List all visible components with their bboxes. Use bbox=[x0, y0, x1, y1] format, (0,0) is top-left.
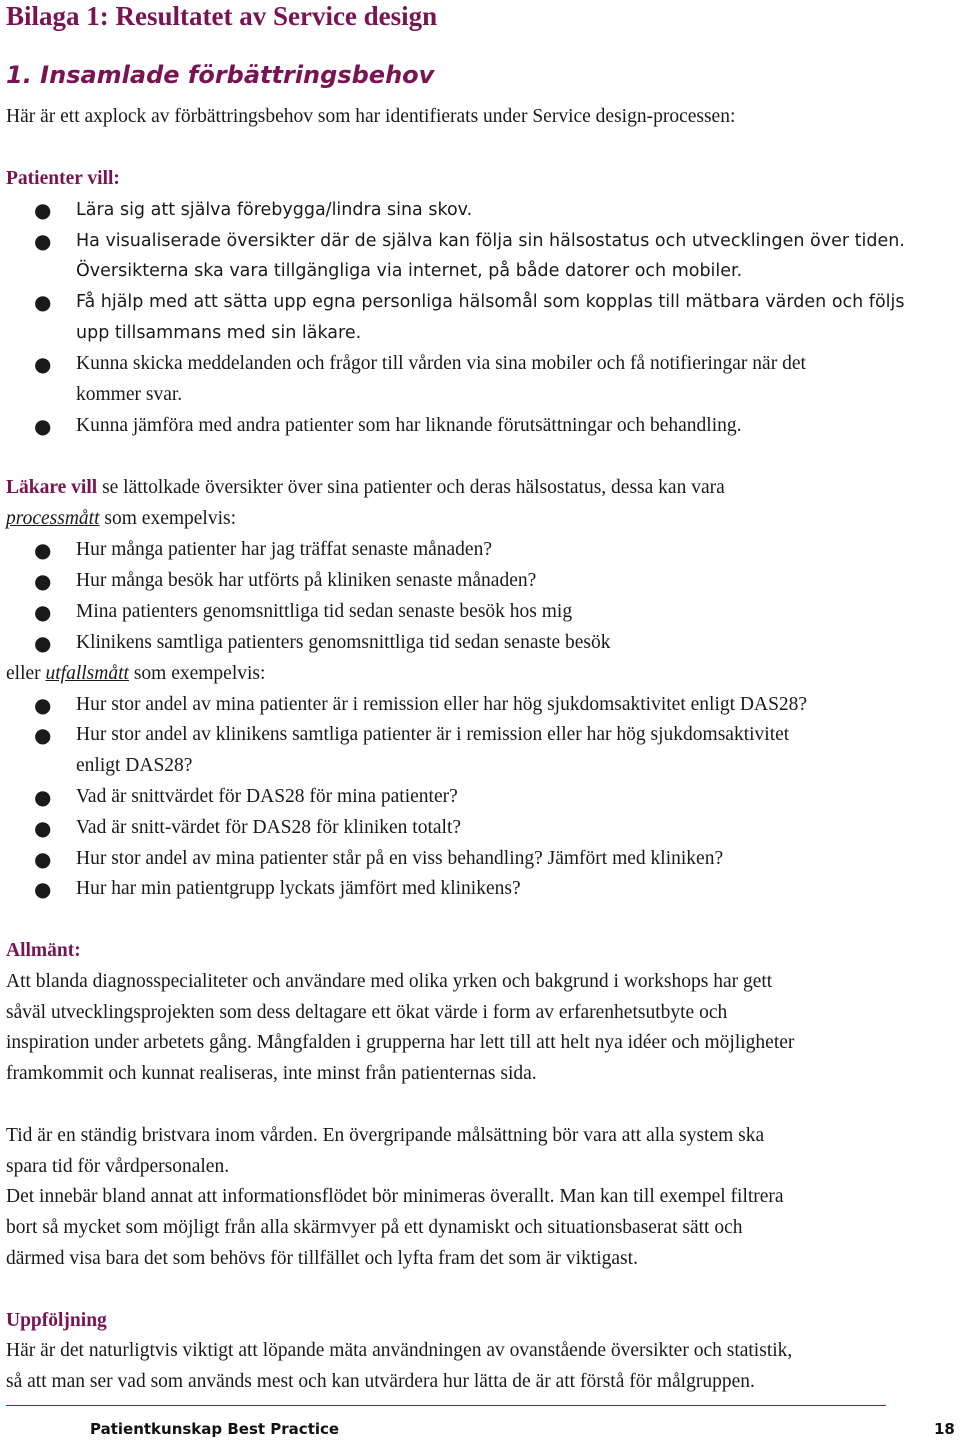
process-measure-term: processmått bbox=[6, 508, 100, 529]
patient-need-item-continuation: Översikterna ska vara tillgängliga via internet, på både datorer och mobiler. bbox=[76, 261, 743, 281]
general-text-line: Att blanda diagnosspecialiteter och användare med olika yrken och bakgrund i workshops har gett bbox=[6, 971, 773, 992]
followup-text-line: Här är det naturligtvis viktigt att löpande mäta användningen av ovanstående översikter och statistik, bbox=[6, 1340, 793, 1361]
bullet-icon: ● bbox=[34, 198, 52, 222]
bullet-icon: ● bbox=[34, 414, 52, 438]
footer-label: Patientkunskap Best Practice bbox=[90, 1420, 340, 1438]
general-text-line: därmed visa bara det som behövs för tillfället och lyfta fram det som är viktigast. bbox=[6, 1248, 638, 1269]
process-measure-intro bbox=[6, 506, 236, 532]
bullet-icon: ● bbox=[34, 631, 52, 655]
general-text-line: bort så mycket som möjligt från alla skärmvyer på ett dynamiskt och situationsbaserat sätt och bbox=[6, 1217, 743, 1238]
bullet-icon: ● bbox=[34, 693, 52, 717]
outcome-measure-prefix: eller bbox=[6, 663, 46, 684]
outcome-measure-item: Vad är snitt-värdet för DAS28 för kliniken totalt? bbox=[76, 817, 462, 838]
patient-need-item: Kunna skicka meddelanden och frågor till vården via sina mobiler och få notifieringar när det bbox=[76, 353, 806, 374]
page-number: 18 bbox=[934, 1420, 955, 1438]
section-title: 1. Insamlade förbättringsbehov bbox=[6, 61, 435, 89]
document-title: Bilaga 1: Resultatet av Service design bbox=[6, 1, 438, 31]
outcome-measure-item-continuation: enligt DAS28? bbox=[76, 755, 193, 776]
general-text-line: framkommit och kunnat realiseras, inte minst från patienternas sida. bbox=[6, 1063, 537, 1084]
bullet-icon: ● bbox=[34, 600, 52, 624]
process-measure-item: Hur många besök har utförts på kliniken senaste månaden? bbox=[76, 570, 537, 591]
outcome-measure-intro bbox=[6, 661, 265, 687]
general-text-line: inspiration under arbetets gång. Mångfalden i grupperna har lett till att helt nya idéer och möjligheter bbox=[6, 1032, 795, 1053]
doctors-intro-text: se lättolkade översikter över sina patienter och deras hälsostatus, dessa kan vara bbox=[97, 477, 725, 498]
patient-need-item: Få hjälp med att sätta upp egna personliga hälsomål som kopplas till mätbara värden och följs bbox=[76, 292, 905, 312]
process-measure-item: Hur många patienter har jag träffat senaste månaden? bbox=[76, 539, 492, 560]
outcome-measure-item: Vad är snittvärdet för DAS28 för mina patienter? bbox=[76, 786, 458, 807]
bullet-icon: ● bbox=[34, 847, 52, 871]
bullet-icon: ● bbox=[34, 723, 52, 747]
general-text-line: Tid är en ständig bristvara inom vården. En övergripande målsättning bör vara att alla system ska bbox=[6, 1125, 765, 1146]
doctors-intro bbox=[6, 475, 725, 501]
outcome-measure-term: utfallsmått bbox=[45, 663, 129, 684]
process-measure-item: Mina patienters genomsnittliga tid sedan senaste besök hos mig bbox=[76, 601, 573, 622]
patient-need-item-continuation: upp tillsammans med sin läkare. bbox=[76, 323, 362, 343]
process-measure-rest: som exempelvis: bbox=[99, 508, 237, 529]
general-text-line: såväl utvecklingsprojekten som dess deltagare ett ökat värde i form av erfarenhetsutbyte och bbox=[6, 1002, 728, 1023]
doctors-heading: Läkare vill bbox=[6, 477, 98, 498]
general-text-line: spara tid för vårdpersonalen. bbox=[6, 1156, 230, 1177]
outcome-measure-item: Hur har min patientgrupp lyckats jämfört med klinikens? bbox=[76, 878, 521, 899]
bullet-icon: ● bbox=[34, 569, 52, 593]
process-measure-item: Klinikens samtliga patienters genomsnittliga tid sedan senaste besök bbox=[76, 632, 611, 653]
intro-text: Här är ett axplock av förbättringsbehov som har identifierats under Service design-processen: bbox=[6, 106, 736, 127]
footer-divider bbox=[6, 1405, 886, 1406]
outcome-measure-rest: som exempelvis: bbox=[128, 663, 266, 684]
patient-need-item: Lära sig att själva förebygga/lindra sina skov. bbox=[76, 200, 473, 220]
bullet-icon: ● bbox=[34, 229, 52, 253]
followup-text-line: så att man ser vad som används mest och kan utvärdera hur lätta de är att förstå för målgruppen. bbox=[6, 1371, 755, 1392]
bullet-icon: ● bbox=[34, 816, 52, 840]
general-heading: Allmänt: bbox=[6, 940, 81, 961]
patient-need-item-continuation: kommer svar. bbox=[76, 384, 183, 405]
general-text-line: Det innebär bland annat att informationsflödet bör minimeras överallt. Man kan till exempel filtrera bbox=[6, 1186, 784, 1207]
bullet-icon: ● bbox=[34, 352, 52, 376]
outcome-measure-item: Hur stor andel av mina patienter är i remission eller har hög sjukdomsaktivitet enligt DAS28? bbox=[76, 694, 808, 715]
bullet-icon: ● bbox=[34, 538, 52, 562]
followup-heading: Uppföljning bbox=[6, 1310, 107, 1331]
patient-need-item: Kunna jämföra med andra patienter som har liknande förutsättningar och behandling. bbox=[76, 415, 742, 436]
bullet-icon: ● bbox=[34, 290, 52, 314]
bullet-icon: ● bbox=[34, 877, 52, 901]
patient-need-item: Ha visualiserade översikter där de själva kan följa sin hälsostatus och utvecklingen över tiden. bbox=[76, 231, 905, 251]
outcome-measure-item: Hur stor andel av klinikens samtliga patienter är i remission eller har hög sjukdomsaktivitet bbox=[76, 724, 790, 745]
bullet-icon: ● bbox=[34, 785, 52, 809]
outcome-measure-item: Hur stor andel av mina patienter står på en viss behandling? Jämfört med kliniken? bbox=[76, 848, 724, 869]
patients-heading: Patienter vill: bbox=[6, 168, 120, 189]
